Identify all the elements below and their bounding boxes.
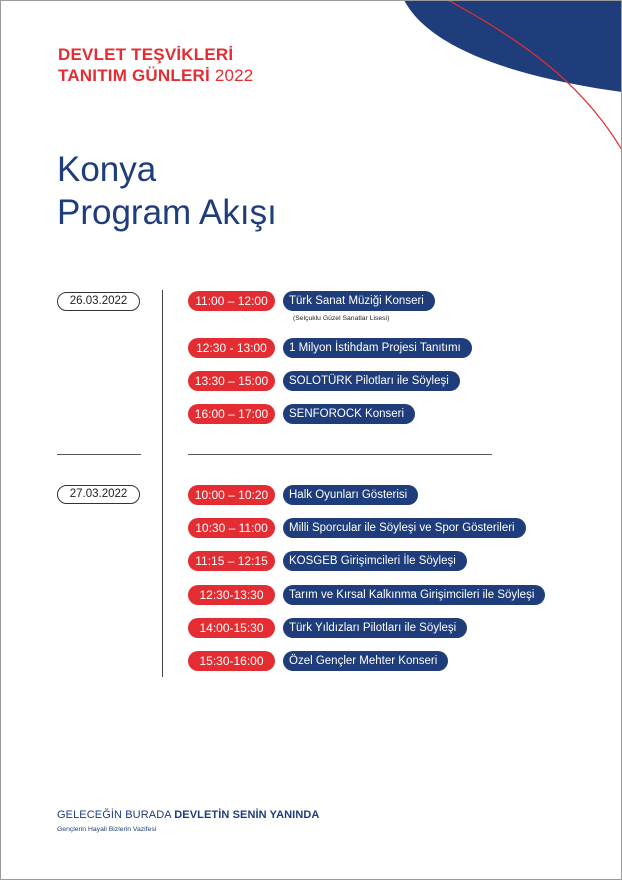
session-title: Özel Gençler Mehter Konseri [283, 651, 448, 671]
footer-slogan [57, 809, 319, 821]
session-time: 15:30-16:00 [188, 651, 275, 671]
day-separator-right [188, 454, 492, 455]
session-time: 10:00 – 10:20 [188, 485, 275, 505]
event-year: 2022 [214, 66, 254, 85]
timeline-divider [162, 290, 163, 677]
footer-slogan-light: GELECEĞİN BURADA [57, 809, 172, 821]
session-title: Halk Oyunları Gösterisi [283, 485, 418, 505]
day-separator-left [57, 454, 141, 455]
heading-program: Program Akışı [57, 193, 277, 232]
session-time: 14:00-15:30 [188, 618, 275, 638]
event-title-line1: DEVLET TEŞVİKLERİ [58, 45, 234, 64]
day2-date-badge: 27.03.2022 [57, 485, 140, 504]
event-title-days: TANITIM GÜNLERİ [58, 66, 210, 85]
event-title [58, 44, 253, 86]
session-title: SENFOROCK Konseri [283, 404, 415, 424]
session-title: SOLOTÜRK Pilotları ile Söyleşi [283, 371, 460, 391]
session-time: 16:00 – 17:00 [188, 404, 275, 424]
session-note: (Selçuklu Güzel Sanatlar Lisesi) [293, 315, 390, 322]
session-time: 13:30 – 15:00 [188, 371, 275, 391]
session-time: 12:30 - 13:00 [188, 338, 275, 358]
footer-slogan-bold: DEVLETİN SENİN YANINDA [174, 809, 320, 821]
session-time: 11:15 – 12:15 [188, 551, 275, 571]
session-time: 11:00 – 12:00 [188, 291, 275, 311]
page-heading [57, 148, 277, 234]
session-title: Türk Yıldızları Pilotları ile Söyleşi [283, 618, 467, 638]
session-title: Tarım ve Kırsal Kalkınma Girişimcileri ile Söyleşi [283, 585, 545, 605]
session-title: 1 Milyon İstihdam Projesi Tanıtımı [283, 338, 472, 358]
heading-city: Konya [57, 150, 157, 189]
session-title: Türk Sanat Müziği Konseri [283, 291, 435, 311]
session-time: 12:30-13:30 [188, 585, 275, 605]
session-title: KOSGEB Girişimcileri İle Söyleşi [283, 551, 467, 571]
footer-subline: Gençlerin Hayali Bizlerin Vazifesi [57, 826, 157, 833]
corner-navy-shape [404, 0, 622, 92]
event-title-line2 [58, 65, 253, 86]
session-title: Milli Sporcular ile Söyleşi ve Spor Gösterileri [283, 518, 526, 538]
day1-date-badge: 26.03.2022 [57, 292, 140, 311]
session-time: 10:30 – 11:00 [188, 518, 275, 538]
